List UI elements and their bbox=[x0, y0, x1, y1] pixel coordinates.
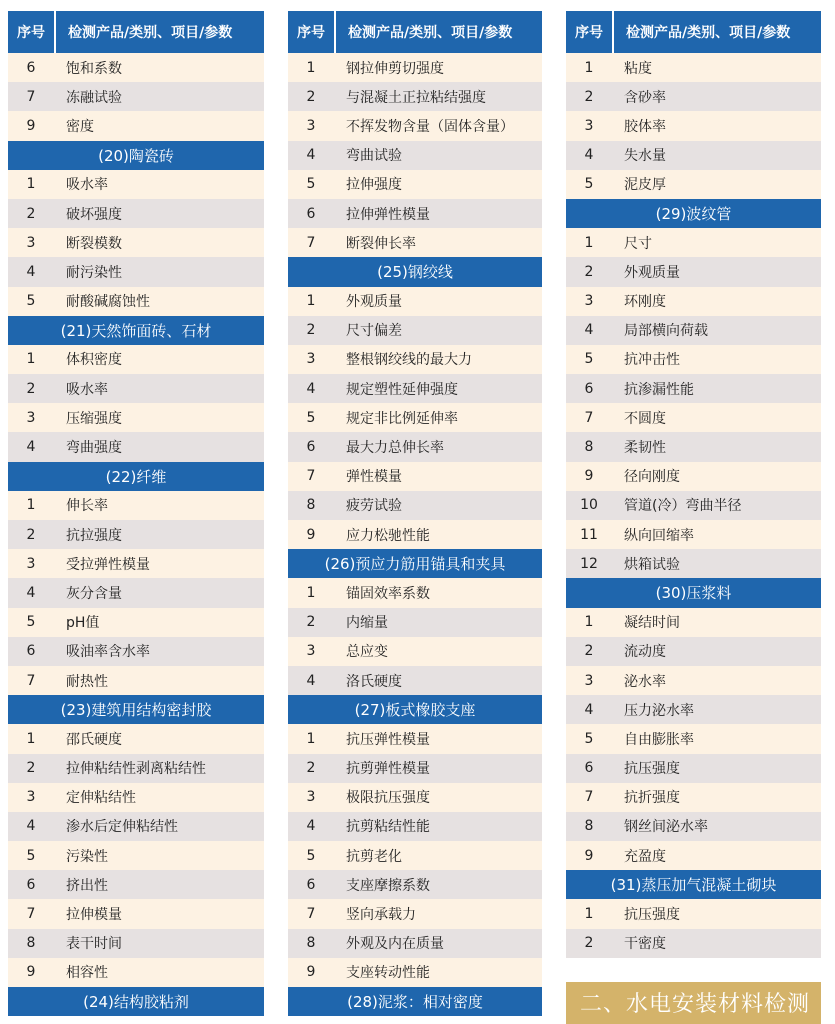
row-number: 3 bbox=[584, 117, 594, 134]
row-item-name: 污染性 bbox=[66, 848, 108, 865]
section-title: (24)结构胶粘剂 bbox=[8, 987, 264, 1016]
row-item-name: 邵氏硬度 bbox=[66, 731, 122, 748]
table-header bbox=[288, 11, 542, 53]
row-item-name: 拉伸模量 bbox=[66, 907, 122, 924]
row-item-name: 流动度 bbox=[624, 644, 666, 661]
row-item-name: 抗剪弹性模量 bbox=[346, 761, 430, 778]
row-item-name: 外观质量 bbox=[346, 294, 402, 311]
row-item-name: 钢丝间泌水率 bbox=[624, 819, 708, 836]
row-number: 7 bbox=[26, 672, 36, 689]
table-row bbox=[8, 491, 264, 520]
row-number: 7 bbox=[584, 789, 594, 806]
header-item-name: 检测产品/类别、项目/参数 bbox=[348, 25, 513, 41]
table-row bbox=[288, 53, 542, 82]
table-row bbox=[566, 287, 821, 316]
row-item-name: 拉伸弹性模量 bbox=[346, 206, 430, 223]
row-number: 3 bbox=[306, 117, 316, 134]
table-row bbox=[8, 608, 264, 637]
row-number: 5 bbox=[306, 176, 316, 193]
table-row bbox=[288, 228, 542, 257]
row-number: 1 bbox=[26, 176, 36, 193]
table-body bbox=[566, 53, 821, 958]
table-row bbox=[566, 637, 821, 666]
table-row bbox=[288, 374, 542, 403]
table-row bbox=[8, 199, 264, 228]
table-row bbox=[566, 783, 821, 812]
row-number: 8 bbox=[26, 935, 36, 952]
table-row bbox=[288, 141, 542, 170]
table-row bbox=[8, 929, 264, 958]
row-item-name: 应力松驰性能 bbox=[346, 527, 430, 544]
table-row bbox=[566, 724, 821, 753]
row-item-name: 抗压强度 bbox=[624, 761, 680, 778]
header-item-name: 检测产品/类别、项目/参数 bbox=[626, 25, 791, 41]
table-row bbox=[8, 520, 264, 549]
row-item-name: 纵向回缩率 bbox=[624, 527, 694, 544]
table-column-3 bbox=[566, 11, 821, 1024]
row-number: 4 bbox=[306, 380, 316, 397]
row-number: 4 bbox=[26, 584, 36, 601]
row-item-name: 抗渗漏性能 bbox=[624, 381, 694, 398]
row-item-name: 自由膨胀率 bbox=[624, 731, 694, 748]
row-number: 6 bbox=[26, 876, 36, 893]
row-number: 4 bbox=[306, 147, 316, 164]
row-number: 6 bbox=[26, 643, 36, 660]
table-row bbox=[566, 812, 821, 841]
row-number: 1 bbox=[26, 351, 36, 368]
row-item-name: 断裂模数 bbox=[66, 235, 122, 252]
row-number: 2 bbox=[584, 643, 594, 660]
row-item-name: pH值 bbox=[66, 615, 100, 632]
row-item-name: 失水量 bbox=[624, 148, 666, 165]
row-item-name: 体积密度 bbox=[66, 352, 122, 369]
table-row bbox=[8, 637, 264, 666]
table-row bbox=[566, 841, 821, 870]
row-item-name: 支座转动性能 bbox=[346, 965, 430, 982]
table-column-2 bbox=[288, 11, 542, 1016]
row-item-name: 干密度 bbox=[624, 936, 666, 953]
table-row bbox=[288, 929, 542, 958]
row-number: 5 bbox=[26, 847, 36, 864]
row-item-name: 内缩量 bbox=[346, 615, 388, 632]
row-number: 12 bbox=[580, 555, 598, 572]
row-number: 4 bbox=[306, 672, 316, 689]
table-row bbox=[288, 812, 542, 841]
table-row bbox=[8, 841, 264, 870]
row-number: 5 bbox=[584, 176, 594, 193]
row-item-name: 抗压强度 bbox=[624, 907, 680, 924]
header-serial-number: 序号 bbox=[566, 11, 614, 53]
table-row bbox=[288, 432, 542, 461]
table-row bbox=[288, 403, 542, 432]
row-number: 5 bbox=[306, 847, 316, 864]
table-row bbox=[8, 53, 264, 82]
row-number: 3 bbox=[584, 672, 594, 689]
row-number: 1 bbox=[306, 59, 316, 76]
row-number: 7 bbox=[306, 468, 316, 485]
table-row bbox=[8, 287, 264, 316]
row-number: 7 bbox=[306, 906, 316, 923]
row-item-name: 粘度 bbox=[624, 60, 652, 77]
table-row bbox=[8, 403, 264, 432]
row-number: 1 bbox=[584, 614, 594, 631]
row-number: 7 bbox=[26, 906, 36, 923]
row-item-name: 破坏强度 bbox=[66, 206, 122, 223]
table-row bbox=[8, 724, 264, 753]
row-item-name: 密度 bbox=[66, 118, 94, 135]
table-row bbox=[8, 228, 264, 257]
row-item-name: 总应变 bbox=[346, 644, 388, 661]
table-row bbox=[288, 111, 542, 140]
row-item-name: 冻融试验 bbox=[66, 89, 122, 106]
row-number: 2 bbox=[26, 205, 36, 222]
table-row bbox=[566, 403, 821, 432]
row-number: 2 bbox=[306, 614, 316, 631]
row-item-name: 整根钢绞线的最大力 bbox=[346, 352, 472, 369]
row-item-name: 吸水率 bbox=[66, 381, 108, 398]
table-row bbox=[288, 841, 542, 870]
row-number: 9 bbox=[306, 964, 316, 981]
row-item-name: 表干时间 bbox=[66, 936, 122, 953]
table-row bbox=[566, 170, 821, 199]
row-number: 4 bbox=[26, 263, 36, 280]
row-item-name: 最大力总伸长率 bbox=[346, 440, 444, 457]
row-item-name: 吸油率含水率 bbox=[66, 644, 150, 661]
row-item-name: 耐热性 bbox=[66, 673, 108, 690]
table-row bbox=[288, 754, 542, 783]
row-item-name: 压力泌水率 bbox=[624, 702, 694, 719]
row-item-name: 抗冲击性 bbox=[624, 352, 680, 369]
row-item-name: 弹性模量 bbox=[346, 469, 402, 486]
row-number: 7 bbox=[306, 234, 316, 251]
table-row bbox=[566, 608, 821, 637]
table-row bbox=[8, 374, 264, 403]
table-row bbox=[566, 345, 821, 374]
row-number: 3 bbox=[26, 555, 36, 572]
row-item-name: 压缩强度 bbox=[66, 410, 122, 427]
table-row bbox=[566, 53, 821, 82]
table-row bbox=[288, 520, 542, 549]
row-item-name: 抗压弹性模量 bbox=[346, 731, 430, 748]
row-number: 7 bbox=[584, 409, 594, 426]
row-item-name: 弯曲试验 bbox=[346, 148, 402, 165]
table-row bbox=[566, 520, 821, 549]
table-row bbox=[288, 287, 542, 316]
table-row bbox=[288, 783, 542, 812]
row-item-name: 抗拉强度 bbox=[66, 527, 122, 544]
row-number: 6 bbox=[306, 439, 316, 456]
table-body bbox=[288, 53, 542, 1016]
table-row bbox=[566, 111, 821, 140]
row-item-name: 拉伸强度 bbox=[346, 177, 402, 194]
header-serial-number: 序号 bbox=[8, 11, 56, 53]
row-number: 3 bbox=[26, 409, 36, 426]
row-item-name: 不圆度 bbox=[624, 410, 666, 427]
table-row bbox=[8, 170, 264, 199]
table-column-1 bbox=[8, 11, 264, 1016]
table-row bbox=[288, 316, 542, 345]
row-number: 8 bbox=[306, 935, 316, 952]
table-row bbox=[288, 666, 542, 695]
table-row bbox=[288, 170, 542, 199]
row-item-name: 尺寸 bbox=[624, 235, 652, 252]
row-item-name: 支座摩擦系数 bbox=[346, 877, 430, 894]
row-item-name: 受拉弹性模量 bbox=[66, 556, 150, 573]
table-row bbox=[288, 724, 542, 753]
table-row bbox=[288, 578, 542, 607]
row-number: 3 bbox=[306, 789, 316, 806]
row-item-name: 抗折强度 bbox=[624, 790, 680, 807]
row-item-name: 充盈度 bbox=[624, 848, 666, 865]
table-row bbox=[566, 141, 821, 170]
table-row bbox=[288, 199, 542, 228]
row-item-name: 定伸粘结性 bbox=[66, 790, 136, 807]
row-number: 6 bbox=[306, 205, 316, 222]
row-number: 9 bbox=[26, 117, 36, 134]
row-number: 2 bbox=[26, 760, 36, 777]
row-number: 10 bbox=[580, 497, 598, 514]
table-row bbox=[8, 666, 264, 695]
row-item-name: 灰分含量 bbox=[66, 585, 122, 602]
table-row bbox=[288, 870, 542, 899]
table-row bbox=[8, 111, 264, 140]
row-number: 9 bbox=[26, 964, 36, 981]
section-title: (27)板式橡胶支座 bbox=[288, 695, 542, 724]
row-item-name: 外观及内在质量 bbox=[346, 936, 444, 953]
row-item-name: 径向刚度 bbox=[624, 469, 680, 486]
table-row bbox=[566, 257, 821, 286]
table-row bbox=[288, 637, 542, 666]
table-row bbox=[8, 82, 264, 111]
row-number: 2 bbox=[26, 526, 36, 543]
row-number: 2 bbox=[306, 760, 316, 777]
section-title: (30)压浆料 bbox=[566, 578, 821, 607]
row-number: 2 bbox=[306, 88, 316, 105]
table-row bbox=[566, 929, 821, 958]
row-item-name: 规定塑性延伸强度 bbox=[346, 381, 458, 398]
row-number: 8 bbox=[306, 497, 316, 514]
section-title: (25)钢绞线 bbox=[288, 257, 542, 286]
row-item-name: 渗水后定伸粘结性 bbox=[66, 819, 178, 836]
row-item-name: 疲劳试验 bbox=[346, 498, 402, 515]
table-row bbox=[8, 578, 264, 607]
row-item-name: 伸长率 bbox=[66, 498, 108, 515]
section-title: (23)建筑用结构密封胶 bbox=[8, 695, 264, 724]
row-number: 1 bbox=[26, 730, 36, 747]
row-number: 5 bbox=[306, 409, 316, 426]
section-title: (31)蒸压加气混凝土砌块 bbox=[566, 870, 821, 899]
section-title: (20)陶瓷砖 bbox=[8, 141, 264, 170]
row-item-name: 断裂伸长率 bbox=[346, 235, 416, 252]
table-row bbox=[288, 958, 542, 987]
row-number: 3 bbox=[306, 643, 316, 660]
row-number: 8 bbox=[584, 818, 594, 835]
row-number: 8 bbox=[584, 439, 594, 456]
row-item-name: 尺寸偏差 bbox=[346, 323, 402, 340]
table-row bbox=[288, 899, 542, 928]
row-item-name: 拉伸粘结性剥离粘结性 bbox=[66, 761, 206, 778]
row-number: 6 bbox=[584, 380, 594, 397]
row-item-name: 外观质量 bbox=[624, 264, 680, 281]
row-item-name: 泌水率 bbox=[624, 673, 666, 690]
row-number: 2 bbox=[26, 380, 36, 397]
table-row bbox=[566, 695, 821, 724]
row-item-name: 泥皮厚 bbox=[624, 177, 666, 194]
row-item-name: 耐酸碱腐蚀性 bbox=[66, 294, 150, 311]
row-item-name: 饱和系数 bbox=[66, 60, 122, 77]
row-number: 4 bbox=[306, 818, 316, 835]
row-number: 9 bbox=[306, 526, 316, 543]
table-row bbox=[8, 432, 264, 461]
section-title: (28)泥浆：相对密度 bbox=[288, 987, 542, 1016]
table-row bbox=[8, 870, 264, 899]
row-item-name: 管道(冷）弯曲半径 bbox=[624, 498, 742, 515]
row-number: 3 bbox=[26, 789, 36, 806]
row-number: 3 bbox=[26, 234, 36, 251]
table-row bbox=[8, 754, 264, 783]
row-number: 1 bbox=[584, 906, 594, 923]
row-number: 4 bbox=[584, 701, 594, 718]
row-item-name: 柔韧性 bbox=[624, 440, 666, 457]
row-number: 1 bbox=[26, 497, 36, 514]
row-number: 5 bbox=[584, 730, 594, 747]
row-item-name: 洛氏硬度 bbox=[346, 673, 402, 690]
table-row bbox=[566, 432, 821, 461]
row-item-name: 含砂率 bbox=[624, 89, 666, 106]
table-row bbox=[8, 345, 264, 374]
row-number: 5 bbox=[26, 293, 36, 310]
table-row bbox=[566, 82, 821, 111]
row-number: 6 bbox=[26, 59, 36, 76]
header-serial-number: 序号 bbox=[288, 11, 336, 53]
row-number: 4 bbox=[584, 147, 594, 164]
table-row bbox=[8, 783, 264, 812]
row-number: 4 bbox=[584, 322, 594, 339]
row-item-name: 与混凝土正拉粘结强度 bbox=[346, 89, 486, 106]
row-number: 4 bbox=[26, 818, 36, 835]
table-row bbox=[8, 958, 264, 987]
row-item-name: 锚固效率系数 bbox=[346, 585, 430, 602]
table-row bbox=[8, 257, 264, 286]
table-row bbox=[288, 82, 542, 111]
row-item-name: 挤出性 bbox=[66, 877, 108, 894]
table-row bbox=[288, 462, 542, 491]
table-row bbox=[566, 549, 821, 578]
table-row bbox=[8, 549, 264, 578]
row-item-name: 胶体率 bbox=[624, 118, 666, 135]
table-row bbox=[566, 316, 821, 345]
table-row bbox=[8, 899, 264, 928]
table-row bbox=[8, 812, 264, 841]
row-item-name: 规定非比例延伸率 bbox=[346, 410, 458, 427]
row-number: 2 bbox=[584, 935, 594, 952]
table-row bbox=[288, 608, 542, 637]
table-header bbox=[566, 11, 821, 53]
banner-title: 二、水电安装材料检测 bbox=[580, 992, 811, 1018]
table-row bbox=[288, 491, 542, 520]
row-item-name: 吸水率 bbox=[66, 177, 108, 194]
section-title: (21)天然饰面砖、石材 bbox=[8, 316, 264, 345]
row-item-name: 抗剪老化 bbox=[346, 848, 402, 865]
row-item-name: 局部横向荷载 bbox=[624, 323, 708, 340]
row-item-name: 烘箱试验 bbox=[624, 556, 680, 573]
table-row bbox=[566, 462, 821, 491]
row-item-name: 弯曲强度 bbox=[66, 440, 122, 457]
row-number: 5 bbox=[26, 614, 36, 631]
row-item-name: 竖向承载力 bbox=[346, 907, 416, 924]
row-number: 1 bbox=[306, 584, 316, 601]
row-number: 4 bbox=[26, 439, 36, 456]
row-number: 3 bbox=[584, 293, 594, 310]
table-row bbox=[288, 345, 542, 374]
row-number: 3 bbox=[306, 351, 316, 368]
row-number: 2 bbox=[584, 88, 594, 105]
table-row bbox=[566, 491, 821, 520]
row-number: 2 bbox=[584, 263, 594, 280]
row-number: 5 bbox=[584, 351, 594, 368]
row-item-name: 凝结时间 bbox=[624, 615, 680, 632]
row-item-name: 钢拉伸剪切强度 bbox=[346, 60, 444, 77]
row-number: 1 bbox=[306, 730, 316, 747]
row-item-name: 相容性 bbox=[66, 965, 108, 982]
row-number: 6 bbox=[584, 760, 594, 777]
table-row bbox=[566, 228, 821, 257]
row-item-name: 不挥发物含量（固体含量） bbox=[346, 118, 514, 135]
section-title: (29)波纹管 bbox=[566, 199, 821, 228]
row-number: 1 bbox=[306, 293, 316, 310]
table-row bbox=[566, 666, 821, 695]
table-row bbox=[566, 899, 821, 928]
table-row bbox=[566, 754, 821, 783]
header-item-name: 检测产品/类别、项目/参数 bbox=[68, 25, 233, 41]
row-number: 11 bbox=[580, 526, 598, 543]
row-item-name: 极限抗压强度 bbox=[346, 790, 430, 807]
row-number: 2 bbox=[306, 322, 316, 339]
table-header bbox=[8, 11, 264, 53]
row-number: 9 bbox=[584, 468, 594, 485]
row-number: 1 bbox=[584, 234, 594, 251]
table-row bbox=[566, 374, 821, 403]
row-item-name: 抗剪粘结性能 bbox=[346, 819, 430, 836]
row-item-name: 环刚度 bbox=[624, 294, 666, 311]
row-number: 1 bbox=[584, 59, 594, 76]
section-title: (22)纤维 bbox=[8, 462, 264, 491]
row-number: 9 bbox=[584, 847, 594, 864]
row-number: 7 bbox=[26, 88, 36, 105]
section-banner bbox=[566, 982, 821, 1024]
row-item-name: 耐污染性 bbox=[66, 264, 122, 281]
table-body bbox=[8, 53, 264, 1016]
section-title: (26)预应力筋用锚具和夹具 bbox=[288, 549, 542, 578]
row-number: 6 bbox=[306, 876, 316, 893]
